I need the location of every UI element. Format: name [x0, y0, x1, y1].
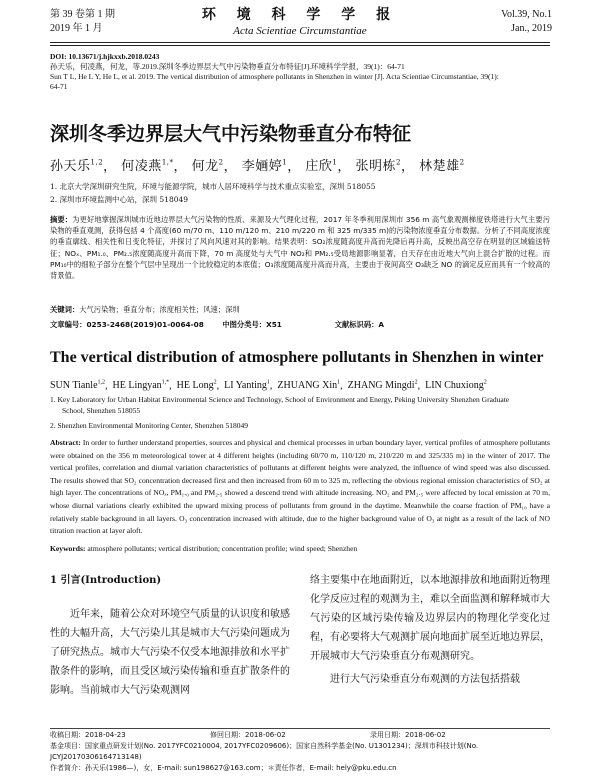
- header-rule-thin: [50, 45, 550, 46]
- doi: DOI: 10.13671/j.hjkxxb.2018.0243: [50, 52, 160, 61]
- abstract-en-label: Abstract:: [50, 438, 81, 447]
- accepted-date: 录用日期：2018-06-02: [370, 731, 446, 739]
- body-column-right: [310, 571, 550, 689]
- author-cn: 何龙$^2$: [191, 159, 224, 175]
- footnote-dates: [50, 730, 550, 741]
- author-en: LIN Chuxiong$^2$: [425, 380, 487, 392]
- affiliation-en-2: 2. Shenzhen Environmental Monitoring Center, Shenzhen 518049: [50, 421, 248, 430]
- authors-en: SUN Tianle$^{1,2}$, HE Lingyan$^{1,*}$, HE Long$^2$, LI Yanting$^1$, ZHUANG Xin$^1$, ZHANG Mingdi$^2$, LIN Chuxiong$^2$: [50, 380, 487, 392]
- affiliation-cn-1: 1. 北京大学深圳研究生院，环境与能源学院，城市人居环境科学与技术重点实验室，深圳 518055: [50, 182, 376, 191]
- header-rule: [50, 42, 550, 43]
- volume-en: Vol.39, No.1: [501, 9, 552, 20]
- footnote-fund: 基金项目：国家重点研发计划(No. 2017YFC0210004, 2017YFC0209606)；国家自然科学基金(No. U1301234)；深圳市科技计划(No. JCYJ20170306164713148): [50, 742, 479, 761]
- author-cn: 孙天乐$^{1,2}$: [50, 159, 104, 175]
- authors-cn: 孙天乐$^{1,2}$， 何凌燕$^{1,*}$， 何龙$^2$， 李婳婷$^1$， 庄欣$^1$， 张明栋$^2$， 林楚雄$^2$: [50, 159, 465, 175]
- title-en: The vertical distribution of atmosphere pollutants in Shenzhen in winter: [50, 349, 544, 366]
- received-date: 收稿日期：2018-04-23: [50, 731, 126, 739]
- body-column-left: [50, 605, 290, 700]
- paragraph: 进行大气污染垂直分布观测的方法包括搭载: [330, 674, 520, 685]
- footnote-rule: [50, 728, 550, 729]
- article-number: 文章编号：0253-2468(2019)01-0064-08: [50, 320, 204, 329]
- author-en: LI Yanting$^1$: [224, 380, 270, 392]
- author-en: HE Long$^2$: [176, 380, 217, 392]
- document-code: 文献标识码：A: [334, 320, 385, 329]
- affiliation-en-1: 1. Key Laboratory for Urban Habitat Environmental Science and Technology, School of Environment and Energy, Peking University Shenzhen Graduate School, Shenzhen 518055: [50, 395, 510, 415]
- author-cn: 张明栋$^2$: [355, 159, 401, 175]
- volume-cn: 第 39 卷第 1 期: [50, 9, 115, 20]
- abstract-cn-text: 为更好地掌握深圳城市近地边界层大气污染物的性质、来源及大气理化过程，2017 年冬季利用深圳市 356 m 高气象观测梯度铁塔进行大气主要污染物的垂直观测，获得包括 4 个高度(60 m/70 m、110 m/120 m、210 m/220 m 和 325 m/335 m)的污染物浓度垂直分布数据。分析了不同高度浓度的垂直廓线、相关性和日变化特征，并探讨了风向风速对其的影响。结果表明：SO₂浓度随高度升高而先降后再升高，反映出高空存在明显的区域输送特征；NOₓ、PM₁.₀、PM₂.₅浓度随高度升高而下降，70 m 高度处与大气中 NO₂和 PM₂.₅受局地源影响显著，白天存在由近地大气向上混合扩散的过程。而 PM₁₀中的细粒子部分在整个气层中呈现出一个比较稳定的本底值；O₃浓度随高度升高而升高，主要由于夜间高空 O₃缺乏 NO 的滴定反应而具有一个较高的背景值。: [50, 215, 550, 281]
- author-cn: 李婳婷$^1$: [241, 159, 288, 175]
- citation-en-line2: 64-71: [50, 82, 68, 91]
- keywords-cn-label: 关键词：: [50, 305, 80, 314]
- author-en: ZHUANG Xin$^1$: [277, 380, 341, 392]
- header-left: [50, 8, 115, 36]
- title-cn: 深圳冬季边界层大气中污染物垂直分布特征: [50, 123, 412, 145]
- date-cn: 2019 年 1 月: [50, 23, 103, 34]
- keywords-en: [50, 543, 550, 554]
- date-en: Jan., 2019: [511, 23, 552, 34]
- abstract-cn-label: 摘要：: [50, 215, 73, 224]
- keywords-en-label: Keywords:: [50, 544, 86, 553]
- author-en: SUN Tianle$^{1,2}$: [50, 380, 106, 392]
- abstract-cn: [50, 214, 550, 281]
- paragraph: 近年来，随着公众对环境空气质量的认识度和敏感性的大幅升高，大气污染儿其是城市大气污染问题成为了研究热点。城市大气污染不仅受本地源排放和水平扩散条件的影响，而且受区域污染传输和垂直扩散条件的影响。当前城市大气污染观测网: [50, 609, 290, 696]
- journal-name-en: Acta Scientiae Circumstantiae: [233, 25, 367, 37]
- citation-block: [50, 52, 550, 92]
- abstract-en-text: In order to further understand properties, sources and physical and chemical processes in urban boundary layer, vertical profiles of atmosphere pollutants were obtained on the 356 m meteorological tower at 4 different heights (including 60/70 m, 110/120 m, 210/220 m and 325/335 m) in the winter of 2017. The vertical profiles, correlation and diurnal variation characteristics of pollutants at different heights were analyzed, the influence of wind speed was also discussed. The results showed that SO₂ concentration decreased first and then increased from 60 m to 325 m, reflecting the obvious regional emission characteristics of SO₂ at high layer. The concentrations of NOₓ, PM₁.₀ and PM₂.₅ showed a descend trend with altitude increasing. NO₂ and PM₂.₅ were affected by local emission at 70 m, whose diurnal variations clearly exhibited the upward mixing process of pollutants from ground in the daytime. Meanwhile the coarse fraction of PM₁₀ have a relatively stable background in all layers. O₃ concentration increased with altitude, due to the higher background value of O₃ at night as a result of the lack of NO titration reaction at layer aloft.: [50, 438, 550, 536]
- author-en: HE Lingyan$^{1,*}$: [112, 380, 170, 392]
- revised-date: 修回日期：2018-06-02: [210, 731, 286, 739]
- header-center: [150, 6, 450, 38]
- section-heading-introduction: 1 引言(Introduction): [50, 575, 162, 586]
- keywords-cn: [50, 304, 550, 315]
- keywords-en-text: atmosphere pollutants; vertical distribution; concentration profile; wind speed; Shenzhen: [87, 544, 358, 553]
- author-en: ZHANG Mingdi$^2$: [347, 380, 418, 392]
- citation-en-line1: Sun T L, He L Y, He L, et al. 2019. The vertical distribution of atmosphere pollutants in Shenzhen in winter [J]. Acta Scientiae Circumstantiae, 39(1):: [50, 72, 499, 81]
- author-cn: 庄欣$^1$: [305, 159, 338, 175]
- clc-number: 中图分类号：X51: [222, 320, 282, 329]
- header-right: [501, 8, 552, 36]
- affiliation-cn-2: 2. 深圳市环境监测中心站，深圳 518049: [50, 195, 189, 204]
- keywords-cn-text: 大气污染物；垂直分布；浓度相关性；风速；深圳: [79, 305, 240, 314]
- author-cn: 林楚雄$^2$: [419, 159, 465, 175]
- footnote-bio: 作者简介：孙天乐(1986—)，女，E-mail: sun198627@163.com；＊责任作者，E-mail: hely@pku.edu.cn: [50, 764, 397, 772]
- paragraph: 络主要集中在地面附近，以本地源排放和地面附近物理化学反应过程的观测为主，难以全面监测和解释城市大气污染的区域污染传输及边界层内的物理化学变化过程，有必要将大气观测扩展向地面扩展至近地边界层，开展城市大气污染垂直分布观测研究。: [310, 575, 550, 662]
- author-cn: 何凌燕$^{1,*}$: [121, 159, 174, 175]
- citation-cn: 孙天乐，何凌燕，何龙，等.2019.深圳冬季边界层大气中污染物垂直分布特征[J].环境科学学报，39(1)：64-71: [50, 62, 405, 71]
- classification-cn: [50, 319, 550, 330]
- abstract-en: [50, 437, 550, 538]
- journal-name-cn: 环 境 科 学 学 报: [201, 7, 399, 23]
